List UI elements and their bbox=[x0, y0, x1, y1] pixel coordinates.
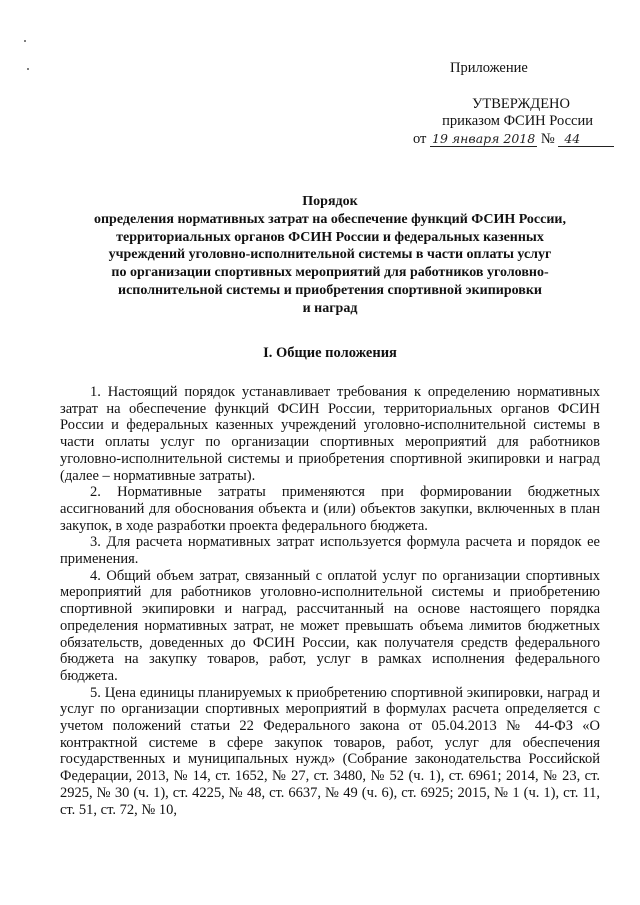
scan-speck bbox=[27, 68, 29, 70]
approved-title: УТВЕРЖДЕНО bbox=[472, 96, 570, 112]
paragraph-2: 2. Нормативные затраты применяются при формировании бюджетных ассигнований для обоснования объекта и (или) объектов закупки, включенных в план закупок, в ходе разработки проекта федерального бюджета. bbox=[60, 484, 600, 534]
approval-block bbox=[415, 96, 605, 130]
order-prefix: от bbox=[413, 131, 427, 147]
title-line: и наград bbox=[302, 300, 358, 316]
document-body bbox=[60, 384, 600, 818]
section-heading: I. Общие положения bbox=[263, 345, 397, 361]
title-line: территориальных органов ФСИН России и федеральных казенных bbox=[116, 229, 544, 245]
paragraph-5: 5. Цена единицы планируемых к приобретению спортивной экипировки, наград и услуг по организации спортивных мероприятий в формулах расчета определяется с учетом положений статьи 22 Федерального закона от 05.04.2013 № 44-ФЗ «О контрактной системе в сфере закупок товаров, работ, услуг для обеспечения государственных и муниципальных нужд» (Собрание законодательства Российской Федерации, 2013, № 14, ст. 1652, № 27, ст. 3480, № 52 (ч. 1), ст. 6961; 2014, № 23, ст. 2925, № 30 (ч. 1), ст. 4225, № 48, ст. 6637, № 49 (ч. 6), ст. 6925; 2015, № 1 (ч. 1), ст. 11, ст. 51, ст. 72, № 10, bbox=[60, 684, 600, 818]
title-line: по организации спортивных мероприятий для работников уголовно- bbox=[111, 265, 549, 281]
order-number-label: № bbox=[540, 131, 555, 147]
document-title bbox=[60, 193, 600, 318]
scan-speck bbox=[24, 40, 26, 42]
paragraph-1: 1. Настоящий порядок устанавливает требования к определению нормативных затрат на обеспечение функций ФСИН России, территориальных органов ФСИН России и федеральных казенных учреждений уголовно-исполнительной системы в части оплаты услуг по организации спортивных мероприятий для работников уголовно-исполнительной системы и приобретения спортивной экипировки и наград (далее – нормативные затраты). bbox=[60, 384, 600, 484]
order-date-handwritten: 19 января 2018 bbox=[432, 131, 536, 146]
title-line: исполнительной системы и приобретения спортивной экипировки bbox=[118, 282, 542, 298]
paragraph-4: 4. Общий объем затрат, связанный с оплатой услуг по организации спортивных мероприятий для работников уголовно-исполнительной системы и приобретению спортивной экипировки и наград, рассчитанный на основе настоящего порядка определения нормативных затрат, не может превышать объема лимитов бюджетных обязательств, доведенных до ФСИН России, как получателя средств федерального бюджета на закупку товаров, работ, услуг в рамках исполнения федерального бюджета. bbox=[60, 567, 600, 684]
attachment-label: Приложение bbox=[450, 60, 528, 76]
title-line: учреждений уголовно-исполнительной системы в части оплаты услуг bbox=[108, 247, 552, 263]
paragraph-3: 3. Для расчета нормативных затрат используется формула расчета и порядок ее применения. bbox=[60, 534, 600, 568]
title-line: определения нормативных затрат на обеспечение функций ФСИН России, bbox=[93, 211, 566, 227]
title-line: Порядок bbox=[302, 194, 358, 209]
order-number-handwritten: 44 bbox=[558, 132, 614, 147]
approved-by: приказом ФСИН России bbox=[442, 113, 593, 129]
order-line bbox=[413, 131, 614, 148]
